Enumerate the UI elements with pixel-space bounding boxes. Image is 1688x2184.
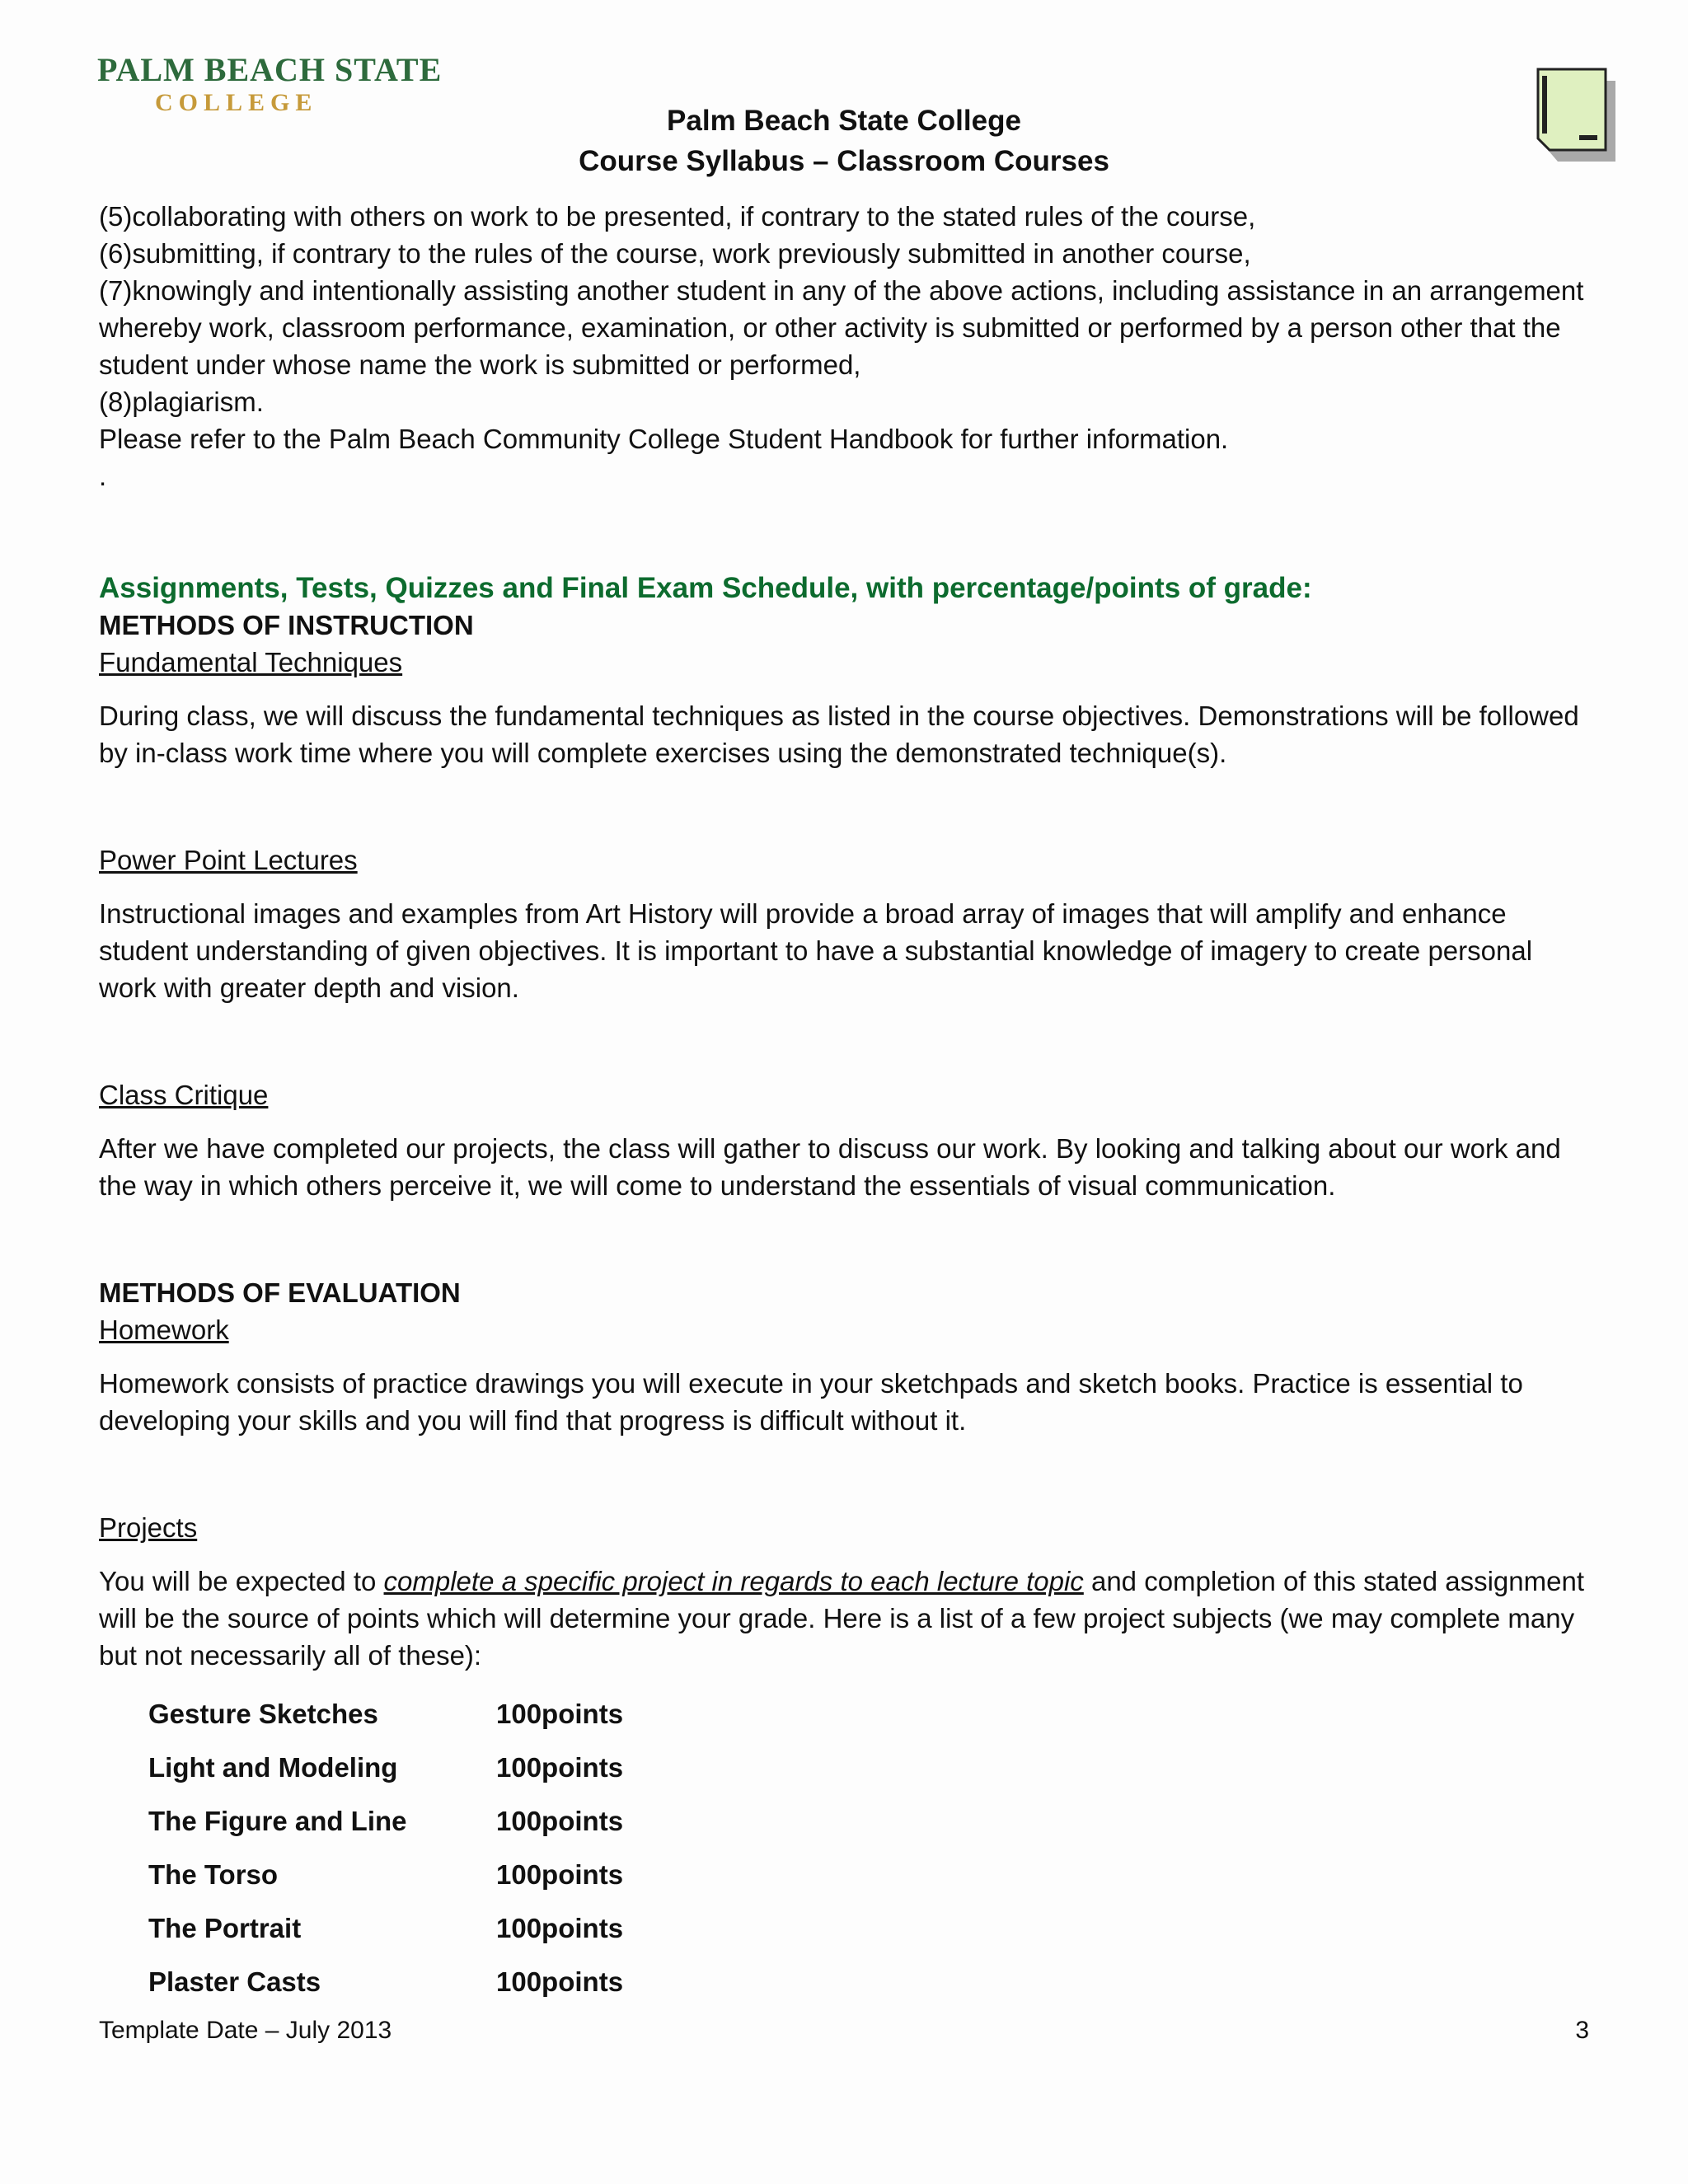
- power-point-text: Instructional images and examples from Art History will provide a broad array of images that will amplify and enhance student understanding of given objectives. It is important to have a substantial knowledge of imagery to create personal work with greater depth and vision.: [99, 898, 1533, 1003]
- project-points: 100points: [496, 1752, 624, 1783]
- project-row: [148, 1955, 623, 2008]
- project-row: [148, 1687, 623, 1741]
- homework-text: Homework consists of practice drawings you will execute in your sketchpads and sketch books. Practice is essential to developing your skills and you will find that progress is difficult without it.: [99, 1368, 1523, 1436]
- logo-text-line2: COLLEGE: [155, 89, 318, 116]
- projects-text-before: You will be expected to: [99, 1566, 384, 1596]
- page-content: [99, 198, 1591, 2008]
- projects-text: [99, 1563, 1591, 1674]
- instruction-heading: METHODS OF INSTRUCTION: [99, 610, 474, 640]
- project-name: The Portrait: [148, 1913, 302, 1943]
- header-syllabus-title: Course Syllabus – Classroom Courses: [579, 145, 1109, 177]
- document-header: [0, 101, 1688, 181]
- project-points: 100points: [496, 1699, 624, 1729]
- class-critique-title: Class Critique: [99, 1080, 269, 1110]
- power-point-title: Power Point Lectures: [99, 845, 358, 875]
- project-name: Gesture Sketches: [148, 1699, 378, 1729]
- class-critique-text: After we have completed our projects, the class will gather to discuss our work. By looking and talking about our work and the way in which others perceive it, we will come to understand the essentials of visual communication.: [99, 1133, 1561, 1201]
- project-points: 100points: [496, 1859, 624, 1890]
- project-row: [148, 1848, 623, 1901]
- footer-page-number: 3: [1575, 2017, 1589, 2044]
- project-points: 100points: [496, 1913, 624, 1943]
- project-points: 100points: [496, 1966, 624, 1997]
- header-college-name: Palm Beach State College: [667, 105, 1021, 137]
- policy-line-7: (7)knowingly and intentionally assisting another student in any of the above actions, including assistance in an arrangement whereby work, classroom performance, examination, or other activity is submitted or performed by a person other that the student under whose name the work is submitted or performed,: [99, 275, 1584, 380]
- footer-template-date: Template Date – July 2013: [99, 2017, 392, 2044]
- projects-title: Projects: [99, 1512, 198, 1543]
- project-name: Light and Modeling: [148, 1752, 398, 1783]
- policy-line-5: (5)collaborating with others on work to be presented, if contrary to the stated rules of the course,: [99, 201, 1256, 232]
- policy-line-6: (6)submitting, if contrary to the rules of the course, work previously submitted in another course,: [99, 238, 1251, 269]
- fundamental-techniques-title: Fundamental Techniques: [99, 647, 403, 677]
- logo-text-line1: PALM BEACH STATE: [97, 51, 443, 88]
- fundamental-techniques-text: During class, we will discuss the fundamental techniques as listed in the course objectives. Demonstrations will be followed by in-class work time where you will complete exercises using the demonstrated technique(s).: [99, 701, 1579, 768]
- project-row: [148, 1741, 623, 1794]
- project-row: [148, 1901, 623, 1955]
- project-row: [148, 1794, 623, 1848]
- project-name: The Torso: [148, 1859, 279, 1890]
- project-name: The Figure and Line: [148, 1806, 407, 1836]
- handbook-reference: Please refer to the Palm Beach Community College Student Handbook for further information.: [99, 424, 1229, 454]
- project-points-table: [148, 1687, 623, 2008]
- evaluation-heading: METHODS OF EVALUATION: [99, 1277, 461, 1308]
- policy-line-8: (8)plagiarism.: [99, 387, 264, 417]
- assignments-heading: Assignments, Tests, Quizzes and Final Exam Schedule, with percentage/points of grade:: [99, 572, 1312, 604]
- projects-text-after: and completion of this stated assignment will be the source of points which will determine your grade. Here is a list of a few project subjects (we may complete many but not necessarily all of these):: [99, 1566, 1584, 1671]
- project-points: 100points: [496, 1806, 624, 1836]
- projects-text-emphasis: complete a specific project in regards to each lecture topic: [383, 1566, 1084, 1596]
- homework-title: Homework: [99, 1315, 229, 1345]
- stray-period: .: [99, 461, 107, 491]
- project-name: Plaster Casts: [148, 1966, 321, 1997]
